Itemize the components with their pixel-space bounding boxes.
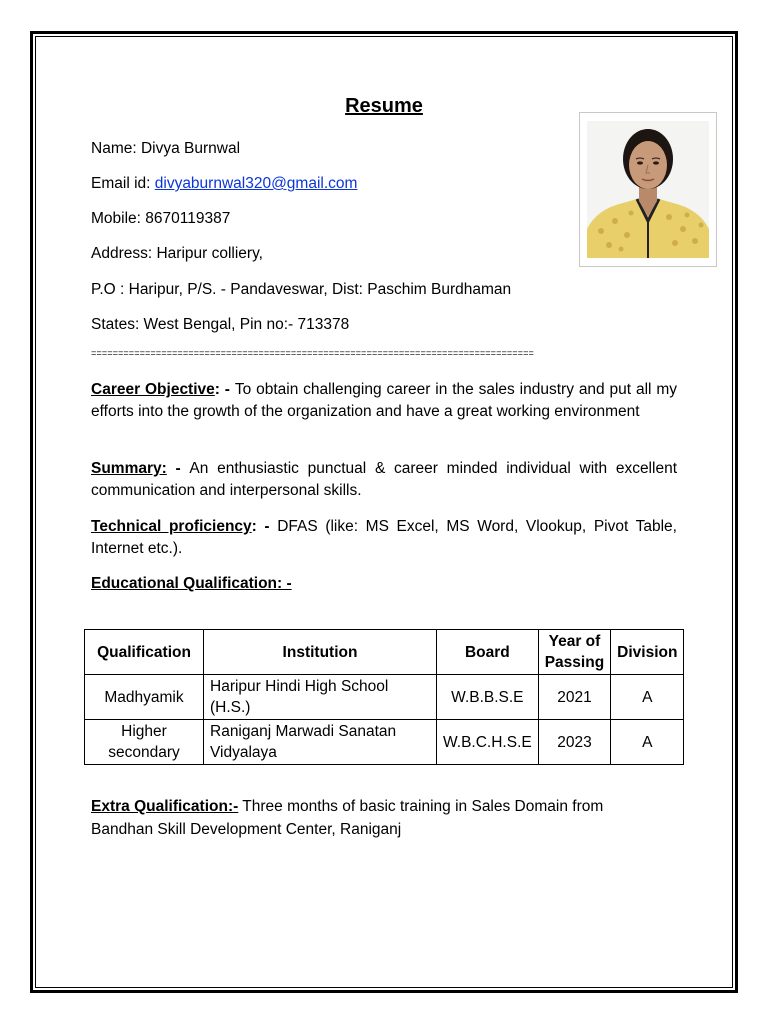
career-objective <box>91 379 677 423</box>
cell-qualification: Madhyamik <box>85 675 204 720</box>
career-objective-label: Career Objective <box>91 381 215 398</box>
cell-institution: Haripur Hindi High School (H.S.) <box>204 675 437 720</box>
cell-institution: Raniganj Marwadi Sanatan Vidyalaya <box>204 720 437 765</box>
header-qualification: Qualification <box>85 630 204 675</box>
table-header-row <box>85 630 684 675</box>
profile-photo <box>587 121 709 258</box>
summary-label: Summary: <box>91 460 167 477</box>
name-line: Name: Divya Burnwal <box>91 140 241 157</box>
cell-division: A <box>611 720 684 765</box>
technical-label: Technical proficiency <box>91 518 252 535</box>
cell-board: W.B.C.H.S.E <box>437 720 539 765</box>
cell-board: W.B.B.S.E <box>437 675 539 720</box>
cell-year: 2021 <box>538 675 610 720</box>
section-divider: ================================================================================== <box>91 349 534 359</box>
education-table <box>84 629 684 765</box>
cell-division: A <box>611 675 684 720</box>
extra-qualification <box>91 795 651 841</box>
career-objective-text: To obtain challenging career in the sales industry and put all my efforts into the growth of the organization and have a great working environment <box>91 381 677 420</box>
email-line <box>91 175 357 193</box>
career-objective-sep: : - <box>214 381 235 398</box>
summary-text: An enthusiastic punctual & career minded individual with excellent communication and interpersonal skills. <box>91 460 677 499</box>
technical-text: DFAS (like: MS Excel, MS Word, Vlookup, Pivot Table, Internet etc.). <box>91 518 677 557</box>
po-line: P.O : Haripur, P/S. - Pandaveswar, Dist: Paschim Burdhaman <box>91 281 512 298</box>
address-line: Address: Haripur colliery, <box>91 245 263 262</box>
extra-label: Extra Qualification:- <box>91 798 239 815</box>
header-institution: Institution <box>204 630 437 675</box>
mobile-line: Mobile: 8670119387 <box>91 210 231 227</box>
cell-qualification: Higher secondary <box>85 720 204 765</box>
header-board: Board <box>437 630 539 675</box>
header-division: Division <box>611 630 684 675</box>
state-line: States: West Bengal, Pin no:- 713378 <box>91 316 350 333</box>
education-heading: Educational Qualification: - <box>91 575 292 592</box>
summary-sep: - <box>166 460 190 477</box>
technical-proficiency <box>91 516 677 560</box>
extra-text: Three months of basic training in Sales Domain from Bandhan Skill Development Center, Raniganj <box>91 798 604 838</box>
table-row <box>85 720 684 765</box>
technical-sep: : - <box>251 518 278 535</box>
email-label: Email id: <box>91 175 155 192</box>
resume-title: Resume <box>345 95 423 117</box>
table-row <box>85 675 684 720</box>
cell-year: 2023 <box>538 720 610 765</box>
header-year: Year of Passing <box>538 630 610 675</box>
summary <box>91 458 677 502</box>
email-link[interactable]: divyaburnwal320@gmail.com <box>154 175 358 192</box>
